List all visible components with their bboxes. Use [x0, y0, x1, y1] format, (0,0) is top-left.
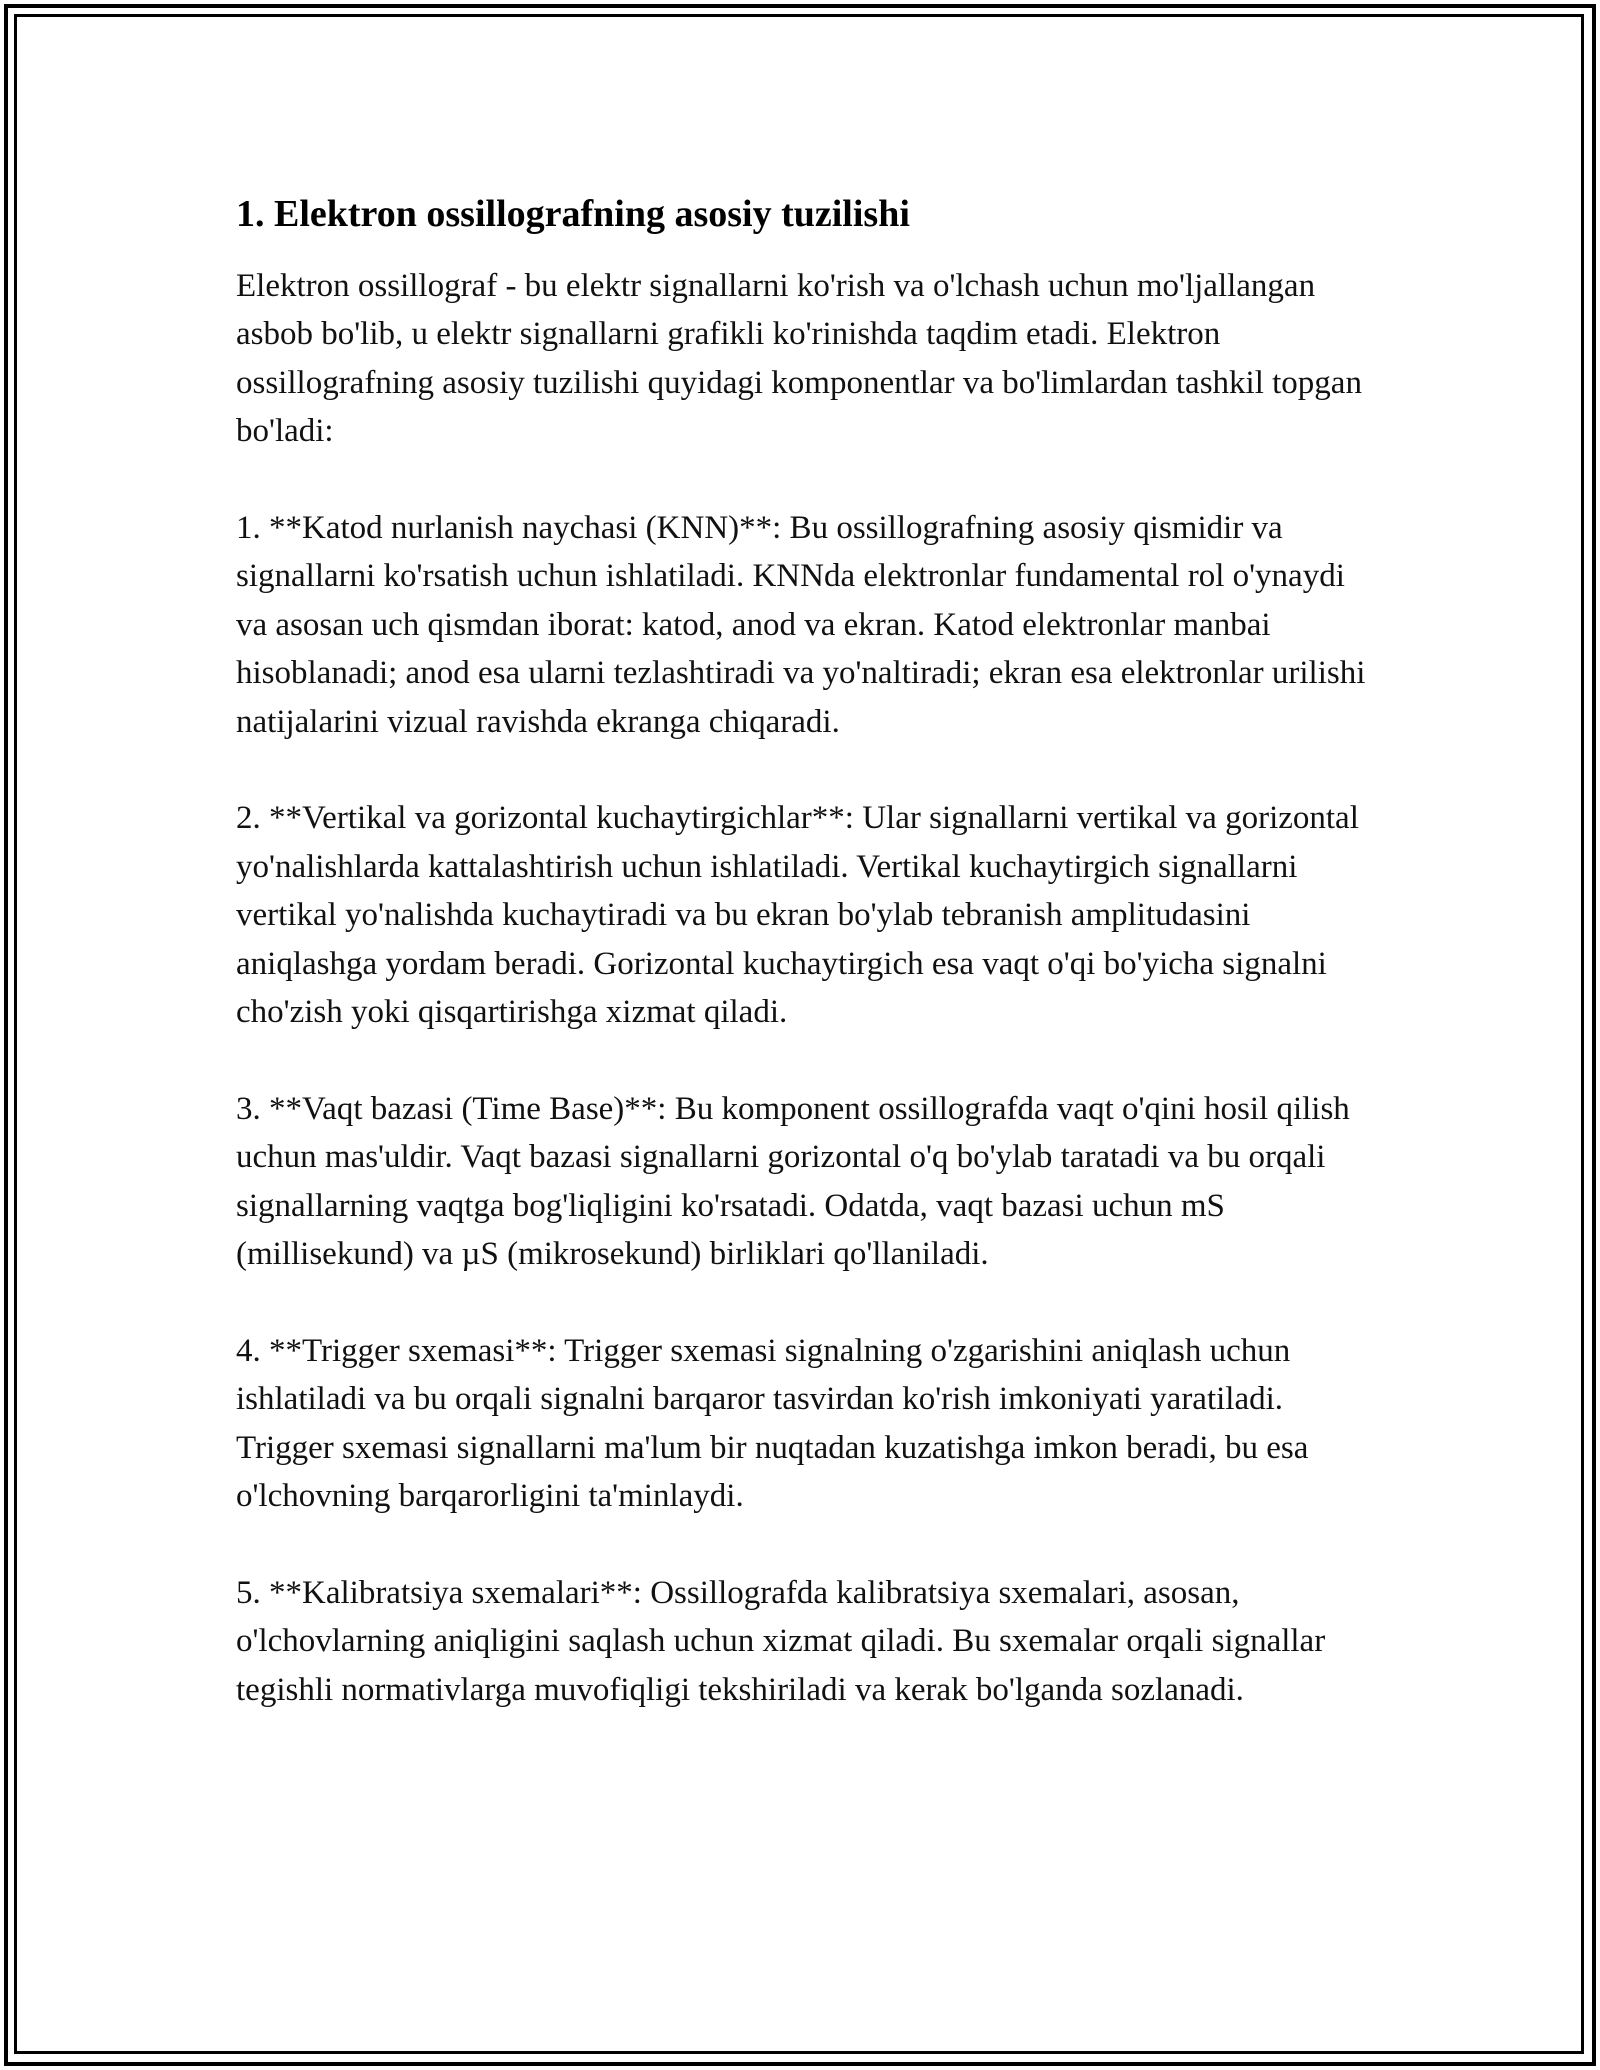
document-body [236, 188, 1366, 1714]
list-item-trigger: 4. **Trigger sxemasi**: Trigger sxemasi signalning o'zgarishini aniqlash uchun ishlatiladi va bu orqali signalni barqaror tasvirdan ko'rish imkoniyati yaratiladi. Trigger sxemasi signallarni ma'lum bir nuqtadan kuzatishga imkon beradi, bu esa o'lchovning barqarorligini ta'minlaydi. [236, 1332, 1309, 1515]
intro-paragraph: Elektron ossillograf - bu elektr signallarni ko'rish va o'lchash uchun mo'ljallangan asbob bo'lib, u elektr signallarni grafikli ko'rinishda taqdim etadi. Elektron ossillografning asosiy tuzilishi quyidagi komponentlar va bo'limlardan tashkil topgan bo'ladi: [236, 268, 1362, 450]
list-item-time-base: 3. **Vaqt bazasi (Time Base)**: Bu komponent ossillografda vaqt o'qini hosil qilish uchun mas'uldir. Vaqt bazasi signallarni gorizontal o'q bo'ylab taratadi va bu orqali signallarning vaqtga bog'liqligini ko'rsatadi. Odatda, vaqt bazasi uchun mS (millisekund) va µS (mikrosekund) birliklari qo'llaniladi. [236, 1090, 1350, 1273]
list-item-calibration: 5. **Kalibratsiya sxemalari**: Ossillografda kalibratsiya sxemalari, asosan, o'lchovlarning aniqligini saqlash uchun xizmat qiladi. Bu sxemalar orqali signallar tegishli normativlarga muvofiqligi tekshiriladi va kerak bo'lganda sozlanadi. [236, 1574, 1326, 1708]
document-title: 1. Elektron ossillografning asosiy tuzilishi [236, 193, 910, 235]
list-item-knn: 1. **Katod nurlanish naychasi (KNN)**: Bu ossillografning asosiy qismidir va signallarni ko'rsatish uchun ishlatiladi. KNNda elektronlar fundamental rol o'ynaydi va asosan uch qismdan iborat: katod, anod va ekran. Katod elektronlar manbai hisoblanadi; anod esa ularni tezlashtiradi va yo'naltiradi; ekran esa elektronlar urilishi natijalarini vizual ravishda ekranga chiqaradi. [236, 510, 1366, 740]
list-item-amplifiers: 2. **Vertikal va gorizontal kuchaytirgichlar**: Ular signallarni vertikal va gorizontal yo'nalishlarda kattalashtirish uchun ishlatiladi. Vertikal kuchaytirgich signallarni vertikal yo'nalishda kuchaytiradi va bu ekran bo'ylab tebranish amplitudasini aniqlashga yordam beradi. Gorizontal kuchaytirgich esa vaqt o'qi bo'yicha signalni cho'zish yoki qisqartirishga xizmat qiladi. [236, 800, 1359, 1031]
